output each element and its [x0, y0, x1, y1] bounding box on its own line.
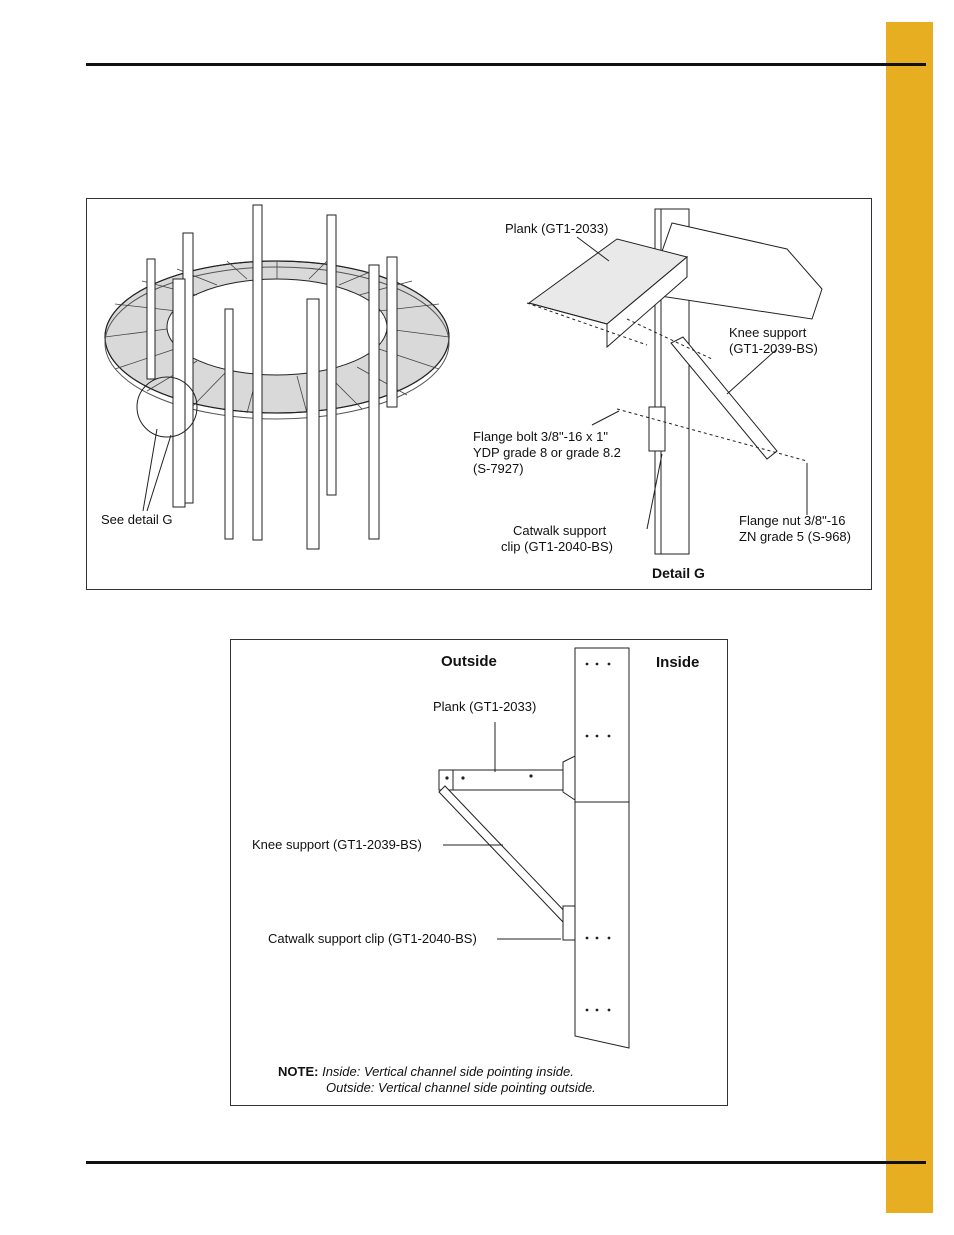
plank-label: Plank (GT1-2033)	[505, 221, 609, 236]
inside-heading: Inside	[656, 654, 700, 671]
detail-g-title: Detail G	[652, 565, 705, 581]
catwalk-clip-label: Catwalk support clip (GT1-2040-BS)	[268, 931, 477, 946]
flange-nut-grade-label: ZN grade 5 (S-968)	[739, 529, 851, 544]
header-rule	[86, 63, 926, 66]
note-line-1: Inside: Vertical channel side pointing inside.	[322, 1064, 574, 1079]
see-detail-label: See detail G	[101, 512, 173, 527]
knee-support-label: Knee support (GT1-2039-BS)	[252, 837, 422, 852]
note-line-2: Outside: Vertical channel side pointing outside.	[326, 1080, 596, 1095]
plank-label: Plank (GT1-2033)	[433, 699, 537, 714]
note-key: NOTE:	[278, 1064, 319, 1079]
flange-nut-label: Flange nut 3/8"-16	[739, 513, 846, 528]
flange-bolt-part-label: (S-7927)	[473, 461, 524, 476]
plank-orientation-figure	[230, 639, 728, 1106]
orientation-note	[278, 1064, 596, 1096]
catwalk-clip-part-label: clip (GT1-2040-BS)	[501, 539, 613, 554]
flange-bolt-label: Flange bolt 3/8"-16 x 1"	[473, 429, 608, 444]
footer-rule	[86, 1161, 926, 1164]
catwalk-assembly-figure	[86, 198, 872, 590]
knee-support-label: Knee support	[729, 325, 807, 340]
catwalk-clip-label: Catwalk support	[513, 523, 607, 538]
flange-bolt-grade-label: YDP grade 8 or grade 8.2	[473, 445, 621, 460]
outside-heading: Outside	[441, 653, 497, 670]
knee-support-part-label: (GT1-2039-BS)	[729, 341, 818, 356]
section-tab	[886, 22, 933, 1213]
